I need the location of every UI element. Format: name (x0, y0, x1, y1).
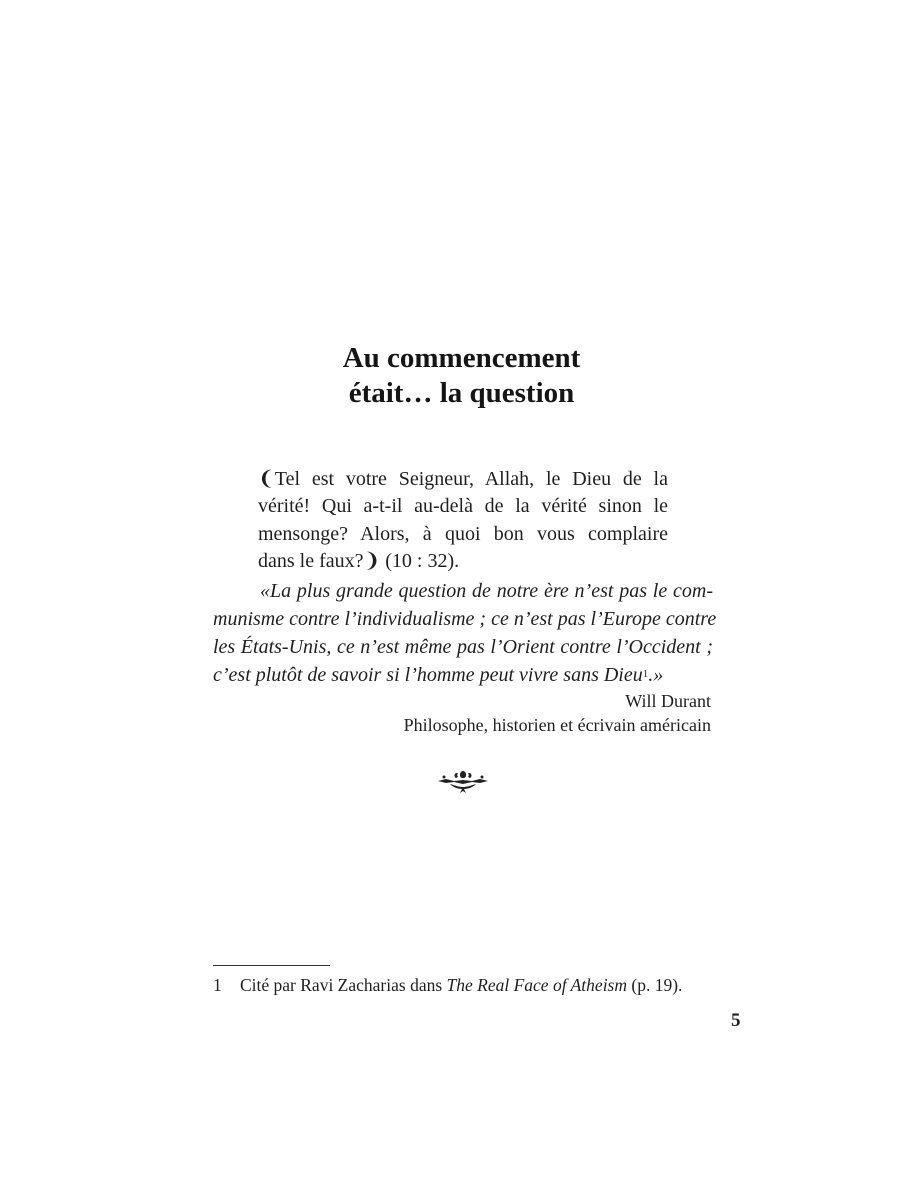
chapter-opening (0, 341, 923, 797)
epigraph-line-text: c’est plutôt de savoir si l’homme peut vivre sans Dieu (213, 663, 643, 686)
quran-quote-line: ❨Tel est votre Seigneur, Allah, le Dieu de la (258, 468, 668, 490)
chapter-title-line: Au commencement (342, 342, 581, 374)
epigraph-line: «La plus grande question de notre ère n’est pas le com- (260, 579, 713, 602)
footnote-reference[interactable]: 1 (642, 667, 649, 680)
page-number: 5 (731, 1010, 741, 1031)
footnote-number: 1 (213, 975, 222, 995)
epigraph-line: munisme contre l’individualisme ; ce n’est pas l’Europe contre (213, 607, 717, 630)
epigraph-line: les États-Unis, ce n’est même pas l’Orient contre l’Occident ; (213, 635, 713, 658)
fleuron-ornament-icon (436, 767, 490, 797)
epigraph-author: Will Durant (625, 690, 711, 711)
quran-quote-line: mensonge? Alors, à quoi bon vous complaire (258, 522, 668, 545)
epigraph-quote (213, 577, 717, 689)
footnote-book-title: The Real Face of Atheism (446, 975, 627, 995)
epigraph-closing: .» (648, 663, 664, 686)
epigraph-author-description: Philosophe, historien et écrivain américain (403, 714, 711, 735)
quran-quote-line: dans le faux?❩ (10 : 32). (258, 550, 460, 573)
epigraph-attribution (0, 689, 711, 737)
epigraph-line (213, 661, 713, 689)
chapter-title (0, 341, 923, 411)
quran-quote (258, 466, 668, 576)
footnote-separator (213, 965, 330, 966)
quran-quote-line: vérité! Qui a-t-il au-delà de la vérité sinon le (258, 495, 668, 518)
chapter-title-line: était… la question (348, 377, 575, 409)
footnote (213, 973, 682, 997)
footnote-text: Cité par Ravi Zacharias dans (240, 975, 447, 995)
footnote-page-ref: (p. 19). (627, 975, 683, 995)
